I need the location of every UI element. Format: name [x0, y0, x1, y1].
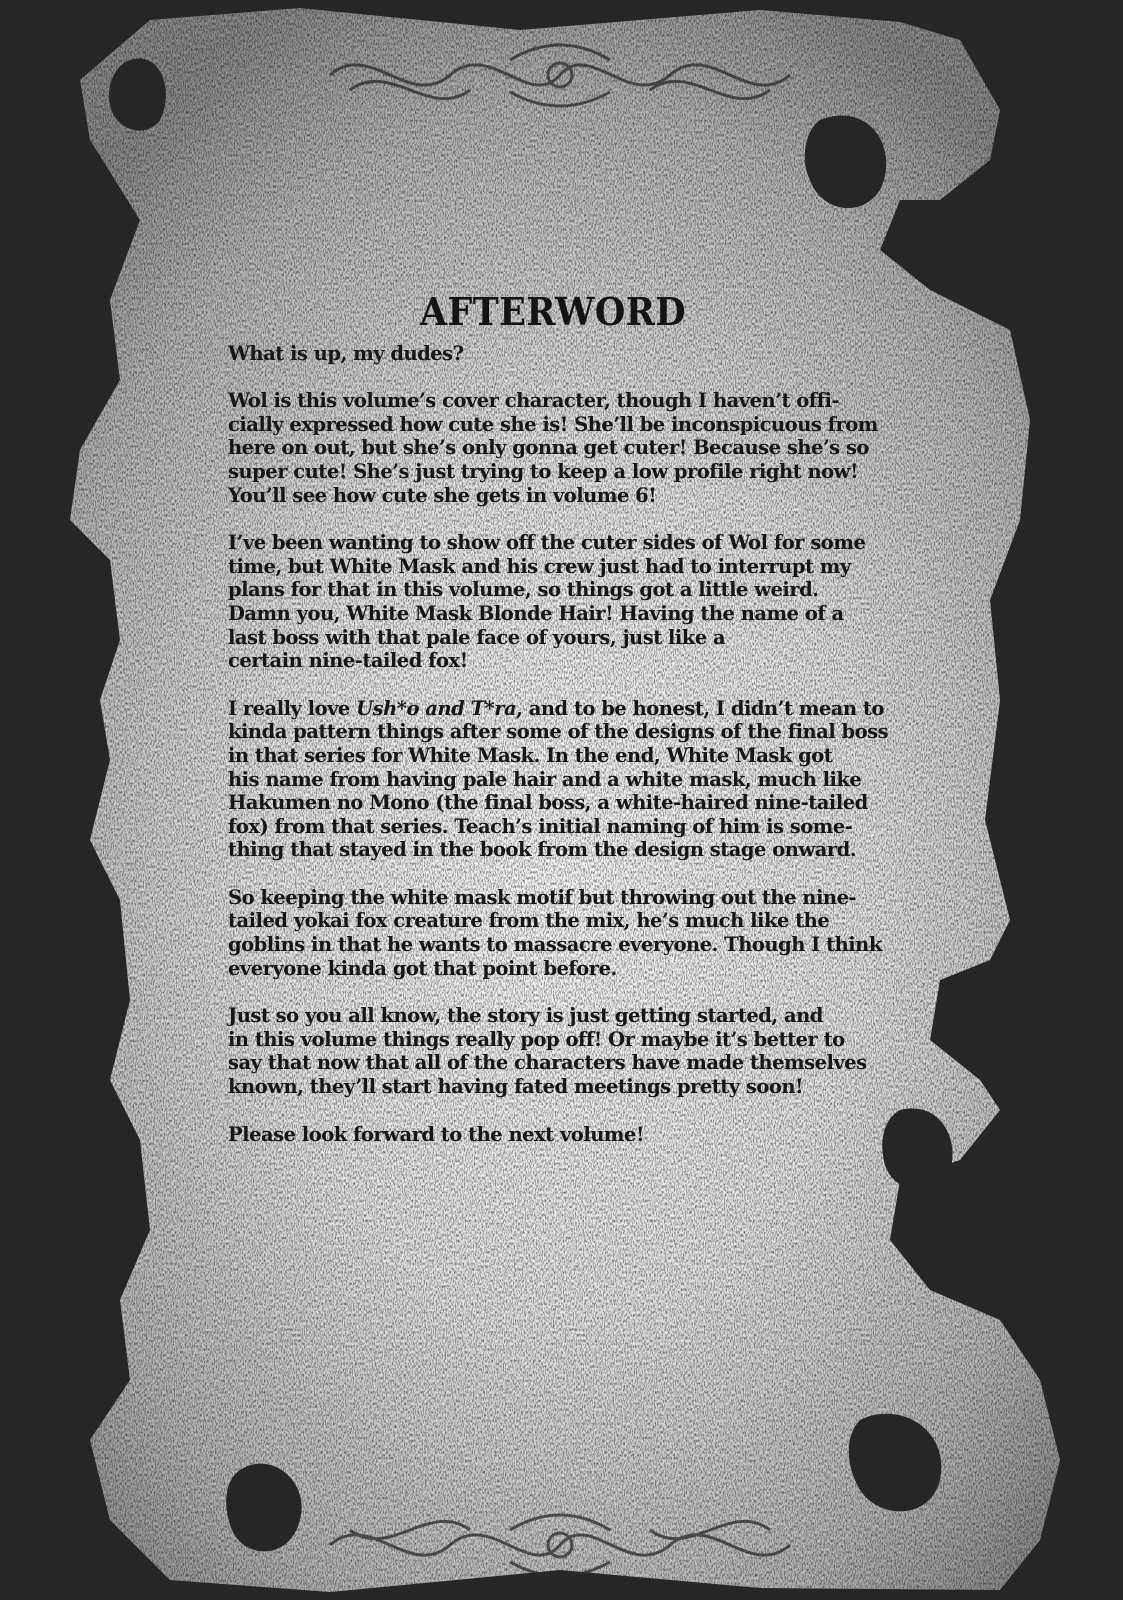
text-segment: I really love [228, 696, 357, 720]
text-line: cially expressed how cute she is! She’ll be inconspicuous from [228, 412, 878, 436]
text-line: Just so you all know, the story is just getting started, and [228, 1004, 823, 1028]
text-line: last boss with that pale face of yours, just like a [228, 625, 726, 649]
paragraph-6 [228, 1004, 878, 1098]
text-line: What is up, my dudes? [228, 341, 464, 365]
text-line: super cute! She’s just trying to keep a low profile right now! [228, 459, 859, 483]
text-line: say that now that all of the characters have made themselves [228, 1051, 867, 1075]
page-title: AFTERWORD [419, 289, 687, 334]
ornament-bottom-icon [310, 1500, 810, 1590]
paragraph-4 [228, 696, 889, 862]
text-line: here on out, but she’s only gonna get cuter! Because she’s so [228, 436, 869, 460]
text-line: goblins in that he wants to massacre everyone. Though I think [228, 933, 882, 957]
text-line: certain nine-tailed fox! [228, 649, 468, 673]
afterword-text [228, 289, 889, 1170]
text-line: in that series for White Mask. In the end, White Mask got [228, 743, 833, 767]
text-line: his name from having pale hair and a white mask, much like [228, 767, 862, 791]
text-line: tailed yokai fox creature from the mix, he’s much like the [228, 909, 830, 933]
text-line: thing that stayed in the book from the design stage onward. [228, 838, 857, 862]
text-line: time, but White Mask and his crew just had to interrupt my [228, 554, 851, 578]
text-line: fox) from that series. Teach’s initial naming of him is some- [228, 814, 853, 838]
paragraph-7 [228, 1123, 878, 1147]
text-line: Hakumen no Mono (the final boss, a white-haired nine-tailed [228, 791, 868, 815]
text-line: kinda pattern things after some of the designs of the final boss [228, 720, 889, 744]
text-line: everyone kinda got that point before. [228, 956, 617, 980]
text-segment: , and to be honest, I didn’t mean to [516, 696, 884, 720]
ornament-top-icon [310, 30, 810, 120]
paragraph-5 [228, 885, 882, 980]
paragraph-2 [228, 389, 878, 507]
text-line: Please look forward to the next volume! [228, 1122, 645, 1146]
text-line: in this volume things really pop off! Or maybe it’s better to [228, 1027, 845, 1051]
text-line: So keeping the white mask motif but throwing out the nine- [228, 885, 857, 909]
text-line: Wol is this volume’s cover character, though I haven’t offi- [228, 389, 840, 413]
text-line: known, they’ll start having fated meetings pretty soon! [228, 1075, 804, 1099]
text-line: You’ll see how cute she gets in volume 6! [228, 483, 657, 507]
paragraph-3 [228, 531, 878, 673]
paragraph-1 [228, 342, 878, 366]
text-line: I’ve been wanting to show off the cuter sides of Wol for some [228, 531, 866, 555]
text-line: Damn you, White Mask Blonde Hair! Having the name of a [228, 601, 844, 625]
text-line: plans for that in this volume, so things got a little weird. [228, 578, 819, 602]
series-title: Ush*o and T*ra [356, 696, 517, 720]
text-line [228, 696, 884, 721]
